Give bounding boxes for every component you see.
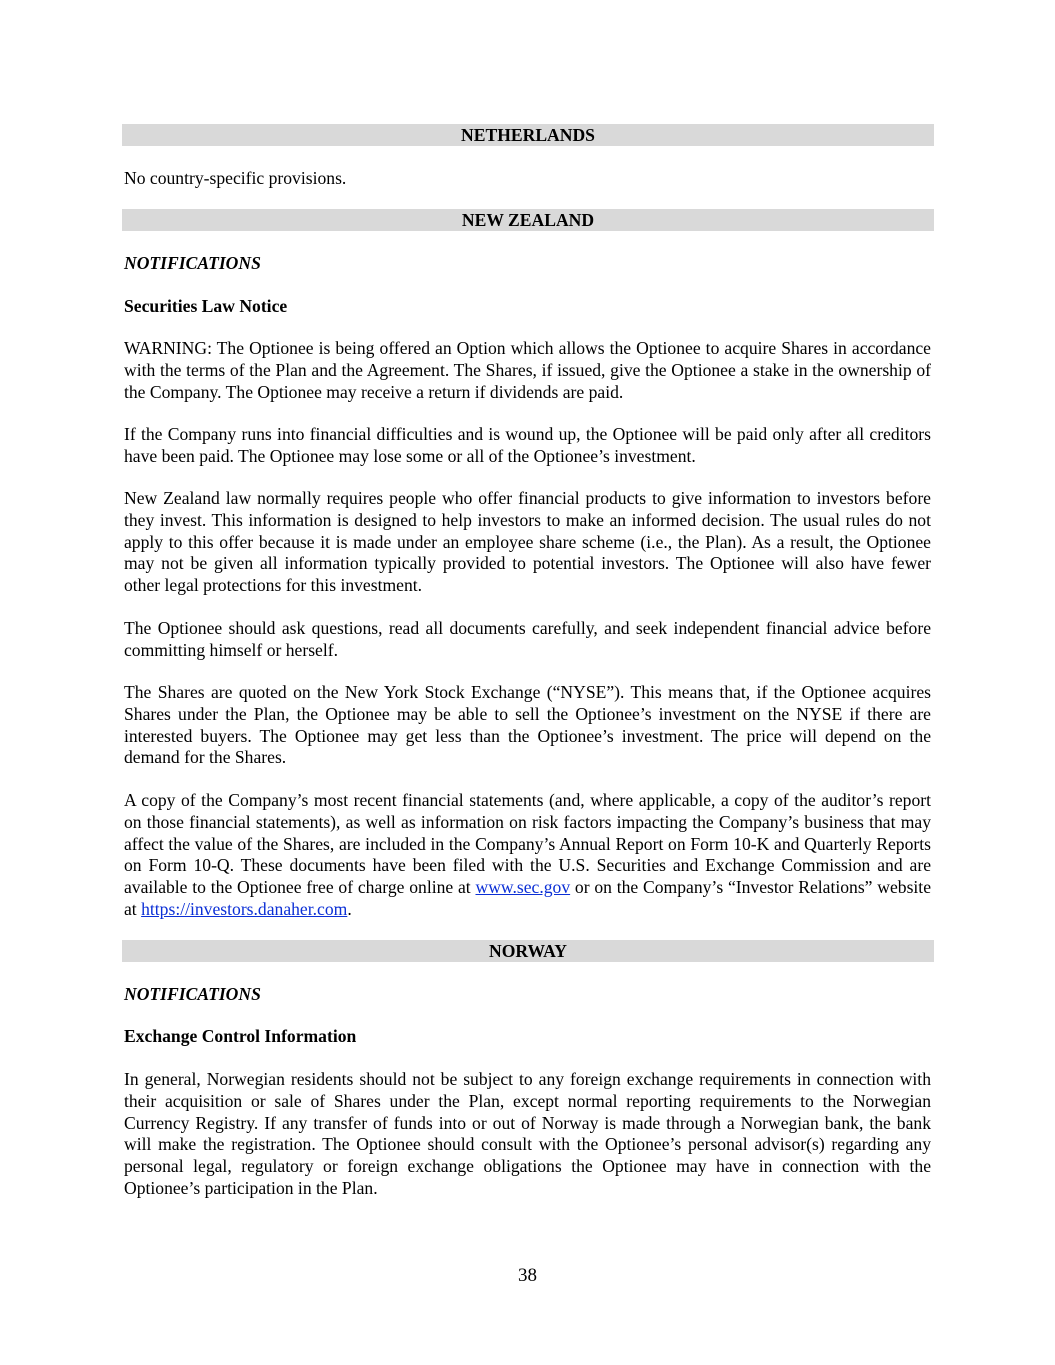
netherlands-text: No country-specific provisions. [124,168,347,188]
sec-gov-link[interactable]: www.sec.gov [475,877,571,898]
nz-paragraph-financial-difficulties: If the Company runs into financial difficulties and is wound up, the Optionee will be paid only after all creditors have been paid. The Optionee may lose some or all of the Optionee’s investment. [124,424,931,466]
nz-paragraph-warning: WARNING: The Optionee is being offered an Option which allows the Optionee to acquire Shares in accordance with the terms of the Plan and the Agreement. The Shares, if issued, give the Optionee a stake in the ownership of the Company. The Optionee may receive a return if dividends are paid. [124,338,931,402]
nz-financial-statements-text-2: or on the Company’s “Investor Relations” website at [124,877,932,919]
exchange-control-information-title: Exchange Control Information [124,1026,357,1046]
norway-paragraph-exchange-control: In general, Norwegian residents should not be subject to any foreign exchange requirements in connection with their acquisition or sale of Shares under the Plan, except normal reporting requirements to the Norwegian Currency Registry. If any transfer of funds into or out of Norway is made through a Norwegian bank, the bank will make the registration. The Optionee should consult with the Optionee’s personal advisor(s) regarding any personal legal, regulatory or foreign exchange obligations the Optionee may have in connection with the Optionee’s participation in the Plan. [124,1069,931,1198]
new-zealand-notifications-heading: NOTIFICATIONS [124,253,261,273]
nz-financial-statements-text-3: . [347,898,352,919]
nz-paragraph-financial-statements [124,790,931,921]
norway-notifications-heading: NOTIFICATIONS [124,984,261,1004]
securities-law-notice-title: Securities Law Notice [124,296,288,316]
page-number: 38 [518,1265,537,1286]
nz-paragraph-nyse: The Shares are quoted on the New York Stock Exchange (“NYSE”). This means that, if the Optionee acquires Shares under the Plan, the Optionee may be able to sell the Optionee’s investment on the NYSE if there are interested buyers. The Optionee may get less than the Optionee’s investment. The price will depend on the demand for the Shares. [124,682,931,768]
nz-paragraph-law-requirements: New Zealand law normally requires people who offer financial products to give information to investors before they invest. This information is designed to help investors to make an informed decision. The usual rules do not apply to this offer because it is made under an employee share scheme (i.e., the Plan). As a result, the Optionee may not be given all information typically provided to potential investors. The Optionee will also have fewer other legal protections for this investment. [124,488,931,596]
section-heading-new-zealand: NEW ZEALAND [122,209,934,231]
nz-financial-statements-text-1: A copy of the Company’s most recent financial statements (and, where applicable, a copy of the auditor’s report on those financial statements), as well as information on risk factors impacting the Company’s business that may affect the value of the Shares, are included in the Company’s Annual Report on Form 10-K and Quarterly Reports on Form 10-Q. These documents have been filed with the U.S. Securities and Exchange Commission and are available to the Optionee free of charge online at [124,790,931,898]
section-heading-netherlands: NETHERLANDS [122,124,934,146]
nz-paragraph-ask-questions: The Optionee should ask questions, read all documents carefully, and seek independent financial advice before committing himself or herself. [124,618,931,660]
section-heading-norway: NORWAY [122,940,934,962]
investor-relations-link[interactable]: https://investors.danaher.com [141,898,348,919]
